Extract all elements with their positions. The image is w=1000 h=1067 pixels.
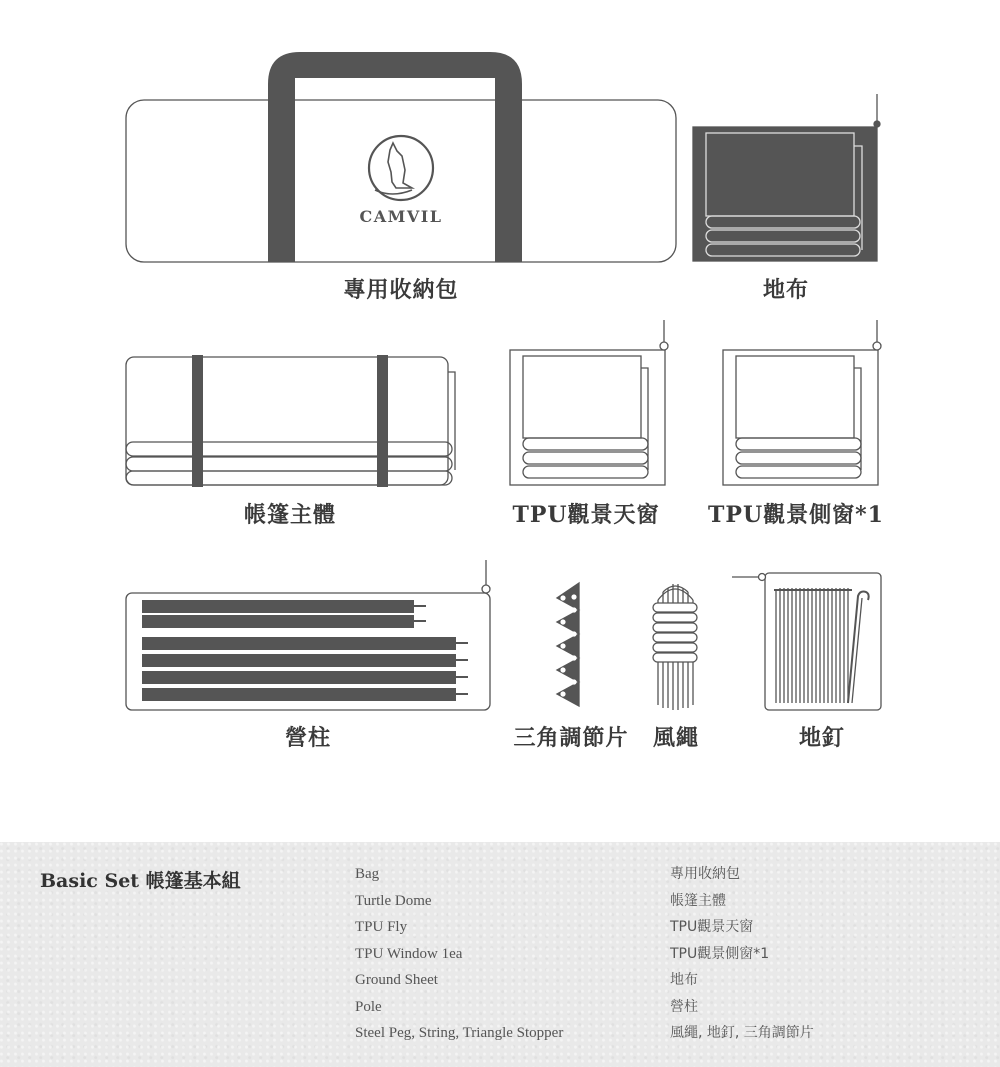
tpu-fly-illustration (510, 320, 668, 485)
camvil-logo-icon (369, 136, 433, 200)
list-item: 風繩, 地釘, 三角調節片 (670, 1025, 814, 1041)
basic-set-title: Basic Set 帳篷基本組 (40, 870, 241, 892)
ground-sheet-illustration (693, 94, 880, 261)
peg-label: 地釘 (798, 725, 846, 751)
tpu-fly-label: TPU觀景天窗 (512, 502, 660, 528)
string-illustration (653, 584, 697, 710)
list-item: Turtle Dome (355, 892, 432, 909)
string-label: 風繩 (652, 725, 700, 751)
list-item: TPU Fly (355, 919, 408, 935)
brand-logo-text: CAMVIL (359, 207, 443, 226)
poles-illustration (126, 560, 490, 710)
list-item: Ground Sheet (355, 972, 438, 988)
list-item: 營柱 (670, 998, 698, 1015)
english-item-list (355, 864, 563, 1050)
list-item: Steel Peg, String, Triangle Stopper (355, 1025, 564, 1041)
list-item: Pole (355, 998, 382, 1015)
list-item: TPU Window 1ea (355, 945, 463, 962)
chinese-item-list (670, 864, 814, 1050)
ground-sheet-label: 地布 (762, 277, 810, 303)
tpu-window-label: TPU觀景側窗*1 (708, 502, 884, 528)
triangle-stopper-illustration (557, 583, 579, 706)
bag-illustration (126, 52, 676, 262)
list-item: 地布 (670, 972, 698, 988)
list-item: 專用收納包 (670, 866, 740, 882)
bag-label: 專用收納包 (343, 277, 459, 303)
tent-body-label: 帳篷主體 (243, 502, 337, 528)
pole-label: 營柱 (284, 725, 332, 751)
list-item: Bag (355, 866, 380, 882)
list-item: TPU觀景側窗*1 (670, 945, 770, 962)
basic-set-panel (0, 842, 1000, 1067)
list-item: TPU觀景天窗 (670, 919, 754, 935)
triangle-stopper-label: 三角調節片 (513, 725, 629, 751)
list-item: 帳篷主體 (670, 892, 726, 909)
tpu-window-illustration (723, 320, 881, 485)
pegs-illustration (732, 573, 881, 710)
tent-body-illustration (126, 355, 455, 487)
